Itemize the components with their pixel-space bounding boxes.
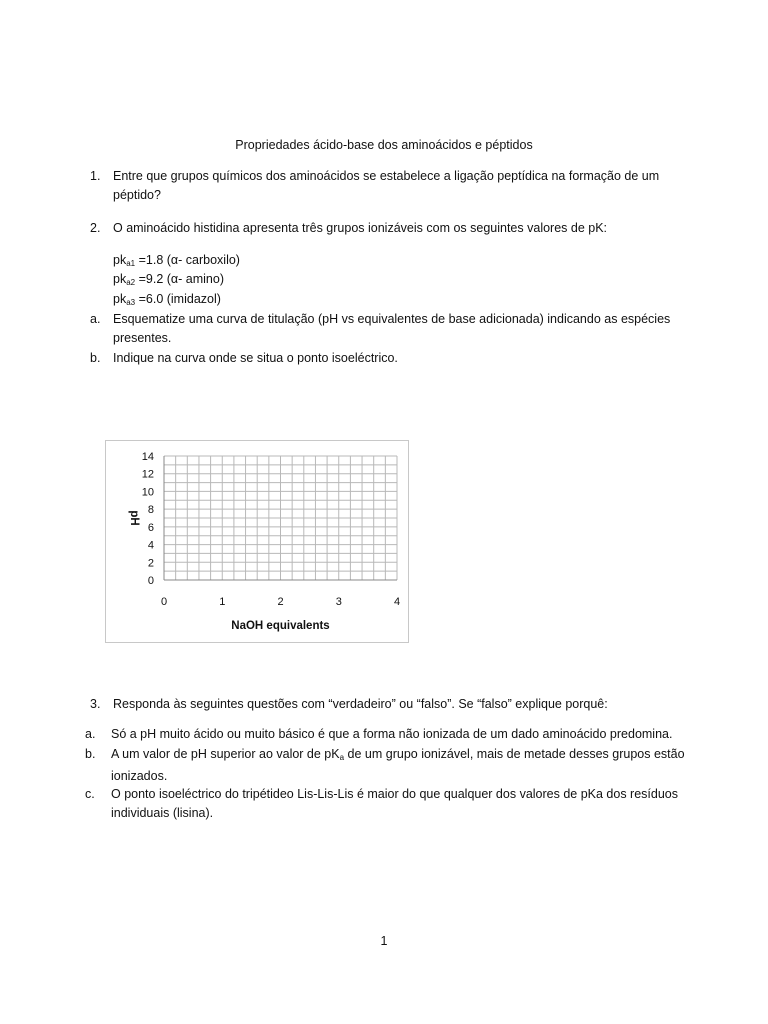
q3a-text: Só a pH muito ácido ou muito básico é que a forma não ionizada de um dado aminoácido predomina. xyxy=(111,727,673,741)
page-number: 1 xyxy=(380,934,388,948)
q2-number: 2. xyxy=(90,221,101,235)
y-tick-label: 4 xyxy=(147,539,154,552)
q3a-letter: a. xyxy=(85,727,96,741)
x-tick-label: 1 xyxy=(219,596,226,608)
y-tick-label: 12 xyxy=(141,468,154,481)
y-tick-label: 8 xyxy=(147,504,154,517)
x-axis-label: NaOH equivalents xyxy=(231,620,330,632)
pk-a3: $pk_{a3} =6.0$ (imidazol) xyxy=(113,292,221,307)
q1-number: 1. xyxy=(90,169,101,183)
q3c-letter: c. xyxy=(85,787,95,801)
chart-svg xyxy=(105,440,409,643)
q1-text: Entre que grupos químicos dos aminoácidos se estabelece a ligação peptídica na formação de um péptido? xyxy=(113,169,660,202)
y-tick-label: 10 xyxy=(141,486,154,499)
q3-text: Responda às seguintes questões com “verdadeiro” ou “falso”. Se “falso” explique porquê: xyxy=(113,697,608,711)
q2b-letter: b. xyxy=(90,351,101,365)
x-tick-label: 2 xyxy=(277,596,284,608)
x-tick-label: 4 xyxy=(393,596,401,608)
y-tick-label: 6 xyxy=(147,521,154,534)
x-tick-label: 0 xyxy=(160,596,168,608)
q3c-text: O ponto isoeléctrico do tripétideo Lis-Lis-Lis é maior do que qualquer dos valores de pKa dos resíduos individuais (lisina). xyxy=(111,787,678,820)
y-axis-label: pH xyxy=(128,510,140,526)
pk-a1: $pk_{a1} =1.8$ (α- carboxilo) xyxy=(113,253,240,268)
q2b-text: Indique na curva onde se situa o ponto isoeléctrico. xyxy=(113,351,398,365)
q2-text: O aminoácido histidina apresenta três grupos ionizáveis com os seguintes valores de pK: xyxy=(113,221,608,235)
pk-a2: $pk_{a2} =9.2$ (α- amino) xyxy=(113,272,224,287)
q2a-letter: a. xyxy=(90,312,101,326)
y-tick-label: 14 xyxy=(141,451,154,463)
q3b-letter: b. xyxy=(85,747,96,761)
q2a-text: Esquematize uma curva de titulação (pH vs equivalentes de base adicionada) indicando as espécies presentes. xyxy=(113,312,671,345)
q3b-text: A um valor de pH superior ao valor de $pK_a$ de um grupo ionizável, mais de metade desses grupos estão ionizados. xyxy=(111,747,685,783)
y-tick-label: 2 xyxy=(147,557,154,570)
q3-number: 3. xyxy=(90,697,101,711)
page-title: Propriedades ácido-base dos aminoácidos e péptidos xyxy=(235,138,533,152)
y-tick-label: 0 xyxy=(147,575,154,587)
x-tick-label: 3 xyxy=(335,596,342,608)
titration-chart xyxy=(105,440,409,643)
